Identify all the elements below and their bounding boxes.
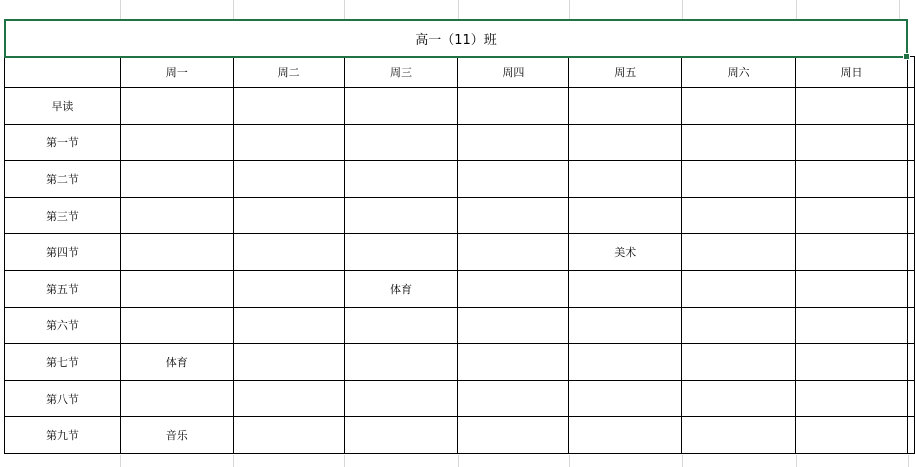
timetable-cell[interactable] — [796, 88, 908, 125]
timetable-cell[interactable] — [233, 380, 344, 417]
period-row — [5, 417, 915, 454]
period-row — [5, 197, 915, 234]
period-row — [5, 124, 915, 161]
timetable-cell[interactable] — [458, 124, 569, 161]
timetable-cell[interactable] — [569, 161, 682, 198]
cropped-cell — [907, 380, 914, 417]
period-label[interactable]: 第八节 — [5, 380, 121, 417]
timetable-cell[interactable] — [233, 270, 344, 307]
gridline — [120, 455, 121, 467]
timetable-cell[interactable] — [344, 307, 458, 344]
period-row — [5, 344, 915, 381]
gridline — [682, 0, 683, 19]
day-header-1[interactable]: 周一 — [120, 57, 233, 88]
timetable-cell[interactable] — [682, 88, 796, 125]
timetable-cell[interactable] — [344, 88, 458, 125]
day-header-5[interactable]: 周五 — [569, 57, 682, 88]
day-header-7[interactable]: 周日 — [796, 57, 908, 88]
class-title-cell[interactable] — [4, 19, 908, 58]
timetable-cell[interactable] — [569, 344, 682, 381]
timetable-cell[interactable] — [233, 161, 344, 198]
class-title: 高一（11）班 — [415, 33, 497, 48]
gridline — [682, 455, 683, 467]
gridline — [908, 455, 909, 467]
cropped-cell — [907, 234, 914, 271]
timetable-cell[interactable] — [458, 161, 569, 198]
period-label[interactable]: 第二节 — [5, 161, 121, 198]
period-label[interactable]: 第六节 — [5, 307, 121, 344]
timetable-cell[interactable] — [796, 307, 908, 344]
period-label[interactable]: 第四节 — [5, 234, 121, 271]
timetable-cell[interactable] — [120, 270, 233, 307]
period-row — [5, 161, 915, 198]
period-row — [5, 380, 915, 417]
timetable-cell[interactable] — [458, 307, 569, 344]
timetable-cell[interactable] — [458, 88, 569, 125]
timetable-cell[interactable]: 音乐 — [120, 417, 233, 454]
gridline — [569, 0, 570, 19]
timetable-cell[interactable] — [569, 307, 682, 344]
gridline — [458, 0, 459, 19]
timetable-cell[interactable]: 美术 — [569, 234, 682, 271]
gridline — [796, 0, 797, 19]
timetable-cell[interactable] — [682, 307, 796, 344]
period-row — [5, 88, 915, 125]
timetable-cell[interactable] — [682, 124, 796, 161]
gridline — [233, 0, 234, 19]
gridline — [120, 0, 121, 19]
period-label[interactable]: 早读 — [5, 88, 121, 125]
timetable-cell[interactable] — [120, 380, 233, 417]
timetable-cell[interactable] — [682, 270, 796, 307]
cropped-cell — [907, 417, 914, 454]
timetable-cell[interactable] — [233, 197, 344, 234]
timetable-cell[interactable] — [344, 344, 458, 381]
cropped-cell — [907, 161, 914, 198]
cropped-cell — [907, 57, 914, 88]
period-label[interactable]: 第七节 — [5, 344, 121, 381]
timetable-cell[interactable] — [233, 417, 344, 454]
timetable-cell[interactable] — [233, 344, 344, 381]
timetable-cell[interactable] — [796, 344, 908, 381]
cropped-cell — [907, 88, 914, 125]
cropped-cell — [907, 307, 914, 344]
gridline — [796, 455, 797, 467]
corner-cell[interactable] — [5, 57, 121, 88]
gridline — [569, 455, 570, 467]
day-header-6[interactable]: 周六 — [682, 57, 796, 88]
class-timetable — [4, 56, 915, 454]
timetable-cell[interactable] — [796, 417, 908, 454]
timetable-cell[interactable] — [120, 124, 233, 161]
timetable-body — [5, 88, 915, 454]
cropped-cell — [907, 197, 914, 234]
gridline — [458, 455, 459, 467]
timetable-cell[interactable] — [682, 234, 796, 271]
cropped-cell — [907, 124, 914, 161]
timetable-cell[interactable] — [233, 234, 344, 271]
period-label[interactable]: 第九节 — [5, 417, 121, 454]
timetable-cell[interactable] — [569, 380, 682, 417]
timetable-cell[interactable] — [569, 417, 682, 454]
timetable-cell[interactable] — [569, 197, 682, 234]
timetable-cell[interactable] — [458, 344, 569, 381]
day-header-4[interactable]: 周四 — [458, 57, 569, 88]
timetable-cell[interactable] — [796, 234, 908, 271]
timetable-cell[interactable] — [458, 417, 569, 454]
timetable-cell[interactable] — [233, 307, 344, 344]
timetable-cell[interactable] — [458, 234, 569, 271]
timetable-cell[interactable] — [344, 124, 458, 161]
timetable-cell[interactable] — [796, 270, 908, 307]
period-label[interactable]: 第五节 — [5, 270, 121, 307]
cropped-cell — [907, 270, 914, 307]
timetable-cell[interactable] — [120, 88, 233, 125]
timetable-cell[interactable] — [120, 234, 233, 271]
timetable-cell[interactable] — [344, 234, 458, 271]
timetable-cell[interactable] — [796, 161, 908, 198]
timetable-cell[interactable] — [796, 380, 908, 417]
timetable-cell[interactable] — [682, 161, 796, 198]
timetable-cell[interactable] — [569, 270, 682, 307]
day-header-3[interactable]: 周三 — [344, 57, 458, 88]
period-row — [5, 270, 915, 307]
timetable-cell[interactable] — [796, 124, 908, 161]
timetable-cell[interactable] — [344, 197, 458, 234]
period-row — [5, 234, 915, 271]
timetable-cell[interactable]: 体育 — [344, 270, 458, 307]
period-label[interactable]: 第三节 — [5, 197, 121, 234]
timetable-cell[interactable] — [120, 197, 233, 234]
timetable-cell[interactable] — [233, 124, 344, 161]
gridline — [344, 455, 345, 467]
timetable-cell[interactable] — [458, 380, 569, 417]
timetable-cell[interactable] — [120, 161, 233, 198]
timetable-cell[interactable] — [682, 380, 796, 417]
timetable-cell[interactable] — [569, 88, 682, 125]
day-header-row — [5, 57, 915, 88]
timetable-cell[interactable] — [344, 161, 458, 198]
timetable-cell[interactable] — [796, 197, 908, 234]
timetable-cell[interactable] — [458, 197, 569, 234]
timetable-cell[interactable] — [344, 417, 458, 454]
gridline — [899, 0, 900, 19]
timetable-cell[interactable]: 体育 — [120, 344, 233, 381]
timetable-cell[interactable] — [682, 344, 796, 381]
timetable-cell[interactable] — [344, 380, 458, 417]
cropped-cell — [907, 344, 914, 381]
timetable-cell[interactable] — [233, 88, 344, 125]
timetable-cell[interactable] — [569, 124, 682, 161]
gridline — [233, 455, 234, 467]
timetable-cell[interactable] — [458, 270, 569, 307]
period-label[interactable]: 第一节 — [5, 124, 121, 161]
timetable-cell[interactable] — [120, 307, 233, 344]
timetable-cell[interactable] — [682, 417, 796, 454]
gridline — [344, 0, 345, 19]
timetable-cell[interactable] — [682, 197, 796, 234]
day-header-2[interactable]: 周二 — [233, 57, 344, 88]
period-row — [5, 307, 915, 344]
fill-handle[interactable] — [903, 53, 910, 60]
